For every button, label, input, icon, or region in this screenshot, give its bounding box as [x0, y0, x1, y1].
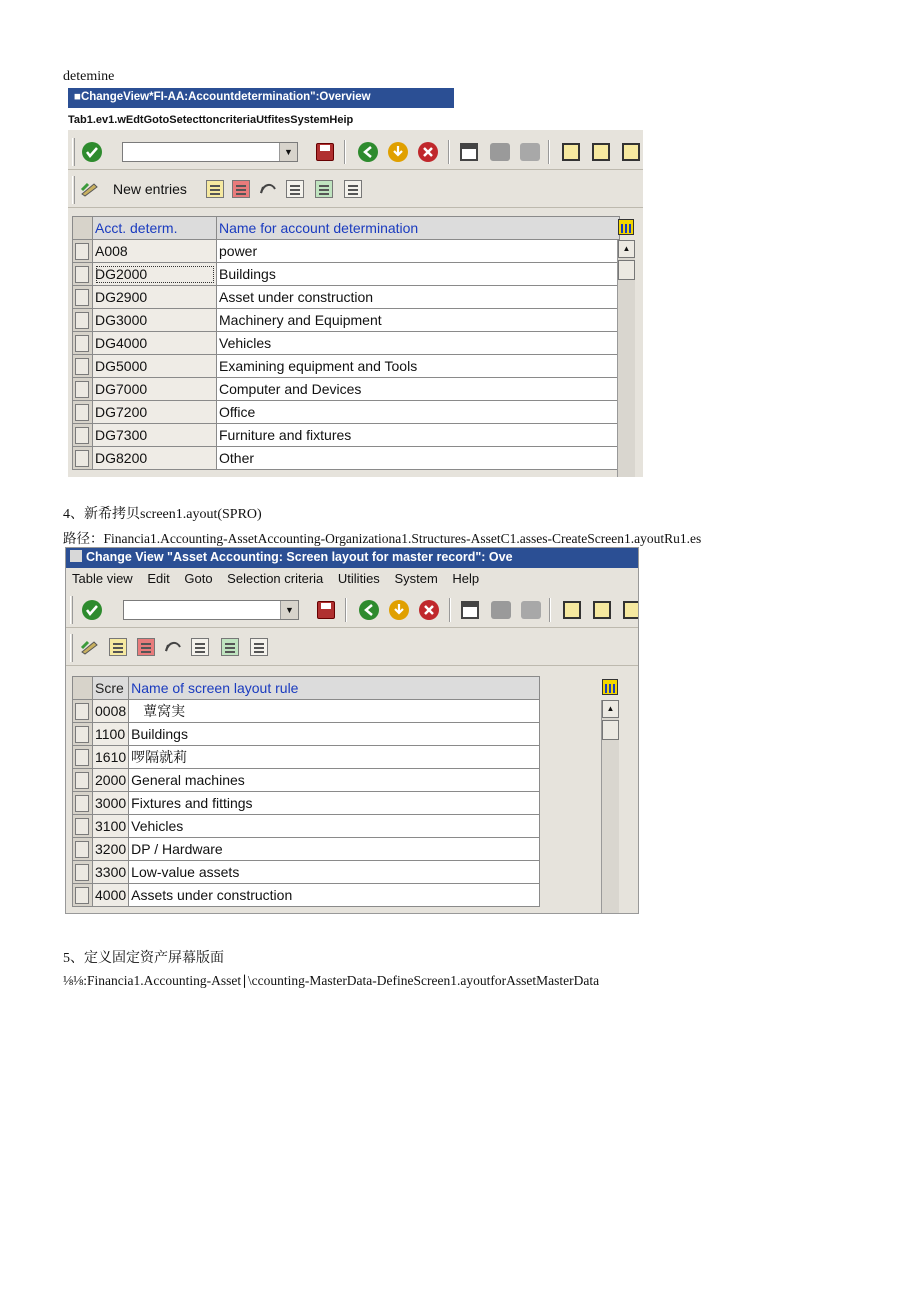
window-title-bar: ■ChangeView*FI-AA:Accountdetermination":Overview	[68, 88, 454, 108]
print-icon[interactable]	[461, 601, 479, 619]
column-header[interactable]: Name of screen layout rule	[129, 677, 540, 700]
screen-layout-rule-table	[72, 676, 540, 907]
acct-determ-cell[interactable]: DG2900	[93, 286, 217, 309]
row-selector[interactable]	[73, 723, 93, 746]
command-field[interactable]	[123, 600, 299, 620]
acct-determ-cell[interactable]: DG7000	[93, 378, 217, 401]
save-icon[interactable]	[317, 601, 335, 619]
name-cell[interactable]: DP / Hardware	[129, 838, 540, 861]
acct-determ-cell[interactable]: DG3000	[93, 309, 217, 332]
table-header-row	[73, 217, 620, 240]
screen-layout-cell[interactable]: 3300	[93, 861, 129, 884]
table-row[interactable]	[73, 424, 620, 447]
first-page-icon[interactable]	[562, 143, 580, 161]
toolbar-separator	[449, 598, 451, 622]
row-selector[interactable]	[73, 355, 93, 378]
exit-icon[interactable]	[388, 142, 408, 162]
name-cell[interactable]: Vehicles	[217, 332, 620, 355]
cancel-icon[interactable]	[419, 600, 439, 620]
dropdown-arrow-icon[interactable]: ▼	[279, 143, 297, 161]
row-selector[interactable]	[73, 792, 93, 815]
display-change-icon[interactable]	[80, 180, 100, 198]
name-cell[interactable]: Machinery and Equipment	[217, 309, 620, 332]
select-all-header[interactable]	[73, 677, 93, 700]
previous-page-icon[interactable]	[592, 143, 610, 161]
exit-icon[interactable]	[389, 600, 409, 620]
window-menu-icon[interactable]	[70, 550, 82, 562]
acct-determ-cell[interactable]: DG8200	[93, 447, 217, 470]
row-selector[interactable]	[73, 332, 93, 355]
select-all-icon[interactable]	[191, 638, 209, 656]
table-header-row	[73, 677, 540, 700]
row-selector[interactable]	[73, 401, 93, 424]
table-row[interactable]	[73, 792, 540, 815]
table-row[interactable]	[73, 401, 620, 424]
screen-layout-cell[interactable]: 1100	[93, 723, 129, 746]
row-selector[interactable]	[73, 240, 93, 263]
vertical-scrollbar[interactable]	[617, 240, 635, 477]
row-selector[interactable]	[73, 424, 93, 447]
row-selector[interactable]	[73, 263, 93, 286]
table-row[interactable]	[73, 723, 540, 746]
column-config-icon[interactable]	[602, 679, 618, 695]
account-determination-table	[72, 216, 620, 470]
find-icon[interactable]	[491, 601, 511, 619]
menu-help[interactable]: Help	[452, 571, 480, 586]
scroll-thumb[interactable]	[602, 720, 619, 740]
acct-determ-cell[interactable]: DG7200	[93, 401, 217, 424]
step4-path: 路径：Financia1.Accounting-AssetAccounting-Organizationa1.Structures-AssetC1.asses-CreateScreen1.ayoutRu1.es	[63, 531, 702, 546]
table-row[interactable]	[73, 309, 620, 332]
dropdown-arrow-icon[interactable]: ▼	[280, 601, 298, 619]
name-cell[interactable]: Buildings	[217, 263, 620, 286]
menu-bar	[66, 568, 639, 590]
command-field[interactable]	[122, 142, 298, 162]
screen-layout-cell[interactable]: 0008	[93, 700, 129, 723]
table-row[interactable]	[73, 286, 620, 309]
display-change-icon[interactable]	[80, 638, 100, 656]
name-cell[interactable]: 蕈窝実	[129, 700, 540, 723]
acct-determ-cell[interactable]: DG5000	[93, 355, 217, 378]
name-cell[interactable]: power	[217, 240, 620, 263]
enter-check-icon[interactable]	[82, 600, 102, 620]
name-cell[interactable]: Assets under construction	[129, 884, 540, 907]
intro-text: detemine	[63, 69, 115, 84]
menu-utilities[interactable]: Utilities	[337, 571, 380, 586]
row-selector[interactable]	[73, 838, 93, 861]
name-cell[interactable]: Asset under construction	[217, 286, 620, 309]
name-cell[interactable]: Low-value assets	[129, 861, 540, 884]
acct-determ-cell[interactable]: DG2000	[93, 263, 217, 286]
print-icon[interactable]	[460, 143, 478, 161]
table-row[interactable]	[73, 815, 540, 838]
name-cell[interactable]: General machines	[129, 769, 540, 792]
application-toolbar	[66, 630, 638, 666]
scroll-up-icon[interactable]: ▲	[602, 700, 619, 718]
menu-selection-criteria[interactable]: Selection criteria	[227, 571, 324, 586]
column-header[interactable]: Acct. determ.	[93, 217, 217, 240]
window-title: Change View "Asset Accounting: Screen layout for master record": Ove	[86, 550, 513, 564]
back-icon[interactable]	[358, 142, 378, 162]
scroll-thumb[interactable]	[618, 260, 635, 280]
table-row[interactable]	[73, 861, 540, 884]
row-selector[interactable]	[73, 815, 93, 838]
screen-layout-cell[interactable]: 2000	[93, 769, 129, 792]
row-selector[interactable]	[73, 700, 93, 723]
screen-layout-cell[interactable]: 3000	[93, 792, 129, 815]
screen-layout-cell[interactable]: 4000	[93, 884, 129, 907]
undo-change-icon[interactable]	[163, 638, 183, 656]
column-config-icon[interactable]	[618, 219, 634, 235]
table-row[interactable]	[73, 447, 620, 470]
select-all-icon[interactable]	[286, 180, 304, 198]
row-selector[interactable]	[73, 884, 93, 907]
menu-system[interactable]: System	[394, 571, 438, 586]
next-page-icon[interactable]	[622, 143, 640, 161]
cancel-icon[interactable]	[418, 142, 438, 162]
table-row[interactable]	[73, 240, 620, 263]
save-icon[interactable]	[316, 143, 334, 161]
window-title-bar	[66, 548, 639, 568]
menu-bar: Tab1.ev1.wEdtGotoSetecttoncriteriaUtfitesSystemHeip	[68, 114, 354, 126]
step5-heading: 5、定义固定资产屏幕版面	[63, 951, 224, 966]
scroll-up-icon[interactable]: ▲	[618, 240, 635, 258]
standard-toolbar	[68, 134, 643, 170]
toolbar-separator	[345, 598, 347, 622]
toolbar-separator	[549, 598, 551, 622]
row-selector[interactable]	[73, 769, 93, 792]
copy-as-icon[interactable]	[206, 180, 224, 198]
back-icon[interactable]	[359, 600, 379, 620]
copy-as-icon[interactable]	[109, 638, 127, 656]
undo-change-icon[interactable]	[258, 180, 278, 198]
name-cell[interactable]: Other	[217, 447, 620, 470]
toolbar-grip	[70, 634, 73, 662]
delete-icon[interactable]	[137, 638, 155, 656]
toolbar-grip	[72, 176, 75, 204]
step5-path: ⅛⅛:Financia1.Accounting-Asset∣\ccounting-MasterData-DefineScreen1.ayoutforAssetMasterData	[63, 973, 600, 988]
name-cell[interactable]: Examining equipment and Tools	[217, 355, 620, 378]
table-row[interactable]	[73, 769, 540, 792]
toolbar-separator	[448, 140, 450, 164]
column-header[interactable]: Name for account determination	[217, 217, 620, 240]
table-row[interactable]	[73, 378, 620, 401]
table-row[interactable]	[73, 700, 540, 723]
enter-check-icon[interactable]	[82, 142, 102, 162]
table-row[interactable]	[73, 838, 540, 861]
acct-determ-cell[interactable]: A008	[93, 240, 217, 263]
find-next-icon[interactable]	[520, 143, 540, 161]
first-page-icon[interactable]	[563, 601, 581, 619]
sap-window-1	[68, 130, 643, 477]
select-block-icon[interactable]	[315, 180, 333, 198]
acct-determ-cell[interactable]: DG4000	[93, 332, 217, 355]
select-all-header[interactable]	[73, 217, 93, 240]
name-cell[interactable]: Vehicles	[129, 815, 540, 838]
column-header[interactable]: Scre	[93, 677, 129, 700]
screen-layout-cell[interactable]: 3200	[93, 838, 129, 861]
menu-edit[interactable]: Edit	[147, 571, 170, 586]
acct-determ-cell[interactable]: DG7300	[93, 424, 217, 447]
name-cell[interactable]: Fixtures and fittings	[129, 792, 540, 815]
standard-toolbar	[66, 592, 638, 628]
next-page-icon[interactable]	[623, 601, 639, 619]
name-cell[interactable]: Furniture and fixtures	[217, 424, 620, 447]
delete-icon[interactable]	[232, 180, 250, 198]
toolbar-grip	[72, 138, 75, 166]
row-selector[interactable]	[73, 309, 93, 332]
application-toolbar	[68, 172, 643, 208]
screen-layout-cell[interactable]: 3100	[93, 815, 129, 838]
row-selector[interactable]	[73, 447, 93, 470]
find-icon[interactable]	[490, 143, 510, 161]
toolbar-separator	[344, 140, 346, 164]
row-selector[interactable]	[73, 378, 93, 401]
toolbar-separator	[548, 140, 550, 164]
name-cell[interactable]: 啰隔就莉	[129, 746, 540, 769]
table-row[interactable]	[73, 884, 540, 907]
select-block-icon[interactable]	[221, 638, 239, 656]
table-row[interactable]	[73, 332, 620, 355]
sap-window-2	[65, 547, 639, 914]
table-empty-area	[540, 676, 639, 914]
vertical-scrollbar[interactable]	[601, 700, 619, 914]
deselect-all-icon[interactable]	[344, 180, 362, 198]
deselect-all-icon[interactable]	[250, 638, 268, 656]
name-cell[interactable]: Buildings	[129, 723, 540, 746]
row-selector[interactable]	[73, 746, 93, 769]
menu-table-view[interactable]: Table view	[72, 571, 133, 586]
name-cell[interactable]: Office	[217, 401, 620, 424]
find-next-icon[interactable]	[521, 601, 541, 619]
previous-page-icon[interactable]	[593, 601, 611, 619]
new-entries-button[interactable]: New entries	[113, 181, 187, 197]
menu-goto[interactable]: Goto	[184, 571, 213, 586]
table-row[interactable]	[73, 746, 540, 769]
screen-layout-cell[interactable]: 1610	[93, 746, 129, 769]
row-selector[interactable]	[73, 861, 93, 884]
toolbar-grip	[70, 596, 73, 624]
table-row[interactable]	[73, 355, 620, 378]
table-row[interactable]	[73, 263, 620, 286]
name-cell[interactable]: Computer and Devices	[217, 378, 620, 401]
step4-heading: 4、新希拷贝screen1.ayout(SPRO)	[63, 507, 262, 522]
row-selector[interactable]	[73, 286, 93, 309]
